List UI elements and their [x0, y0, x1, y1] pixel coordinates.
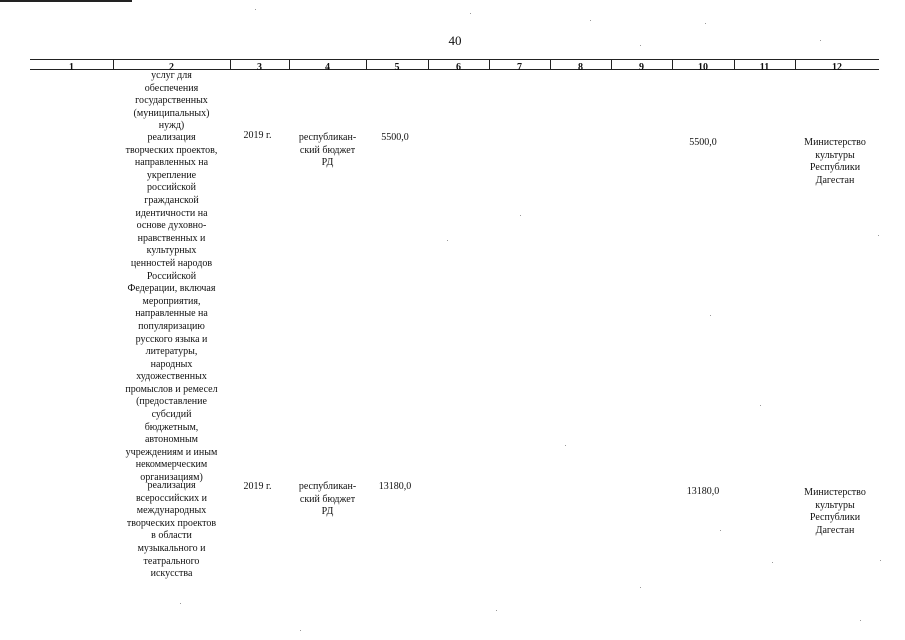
- column-number: 5: [394, 62, 400, 73]
- column-number: 1: [69, 62, 74, 73]
- column-number: 10: [698, 62, 708, 73]
- row-year: 2019 г.: [243, 481, 272, 492]
- row-year: 2019 г.: [243, 130, 272, 141]
- row-description: реализация всероссийских и международных творческих проектов в области музыкального и театрального искусства: [126, 480, 217, 580]
- row-funding-source: республикан- ский бюджет РД: [298, 481, 357, 518]
- column-number: 2: [169, 62, 174, 73]
- row-description: реализация творческих проектов, направленных на укрепление российской гражданской идентичности на основе духовно- нравственных и культурных ценностей народов Российской Федерации, включая мероприятия, направленные на популяризацию русского языка и литературы, народных художественных промыслов и ремесел (предоставление субсидий бюджетным, автономным учреждениям и иным некоммерческим организациям): [125, 132, 218, 484]
- page-number: 40: [448, 33, 462, 48]
- column-number: 7: [517, 62, 522, 73]
- row-executor: Министерство культуры Республики Дагестан: [804, 137, 866, 186]
- row-total-amount: 5500,0: [381, 132, 409, 143]
- row-total-amount: 13180,0: [378, 481, 412, 492]
- column-number: 6: [456, 62, 461, 73]
- row-executor: Министерство культуры Республики Дагестан: [804, 487, 866, 536]
- column-number: 12: [832, 62, 842, 73]
- column-number: 3: [257, 62, 262, 73]
- column-number: 4: [325, 62, 330, 73]
- column-number: 8: [578, 62, 583, 73]
- column-number: 9: [639, 62, 644, 73]
- header-top-line: [30, 59, 879, 60]
- top-edge-rule: [0, 0, 132, 2]
- row-column-10-amount: 5500,0: [689, 137, 717, 148]
- row-description: услуг для обеспечения государственных (муниципальных) нужд): [133, 70, 210, 132]
- row-column-10-amount: 13180,0: [686, 486, 720, 497]
- row-funding-source: республикан- ский бюджет РД: [298, 132, 357, 169]
- column-number: 11: [759, 62, 770, 73]
